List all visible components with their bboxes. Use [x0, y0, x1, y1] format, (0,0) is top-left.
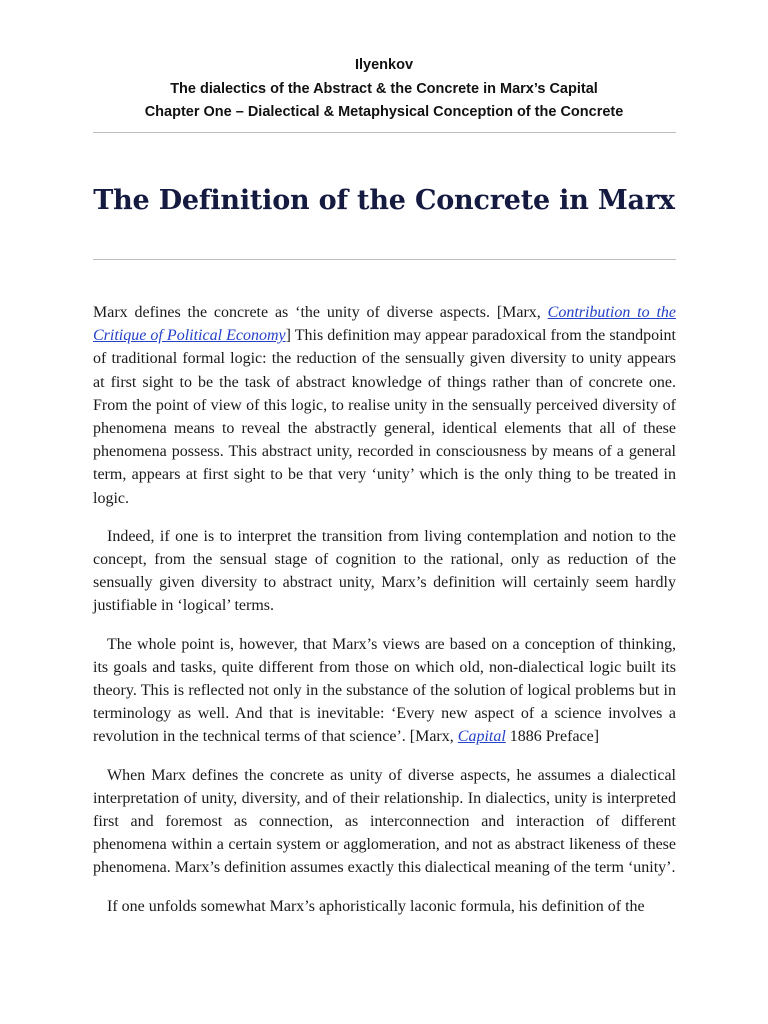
paragraph-5: If one unfolds somewhat Marx’s aphoristically laconic formula, his definition of the: [107, 897, 645, 915]
document-header: [0, 54, 768, 125]
paragraph-2: Indeed, if one is to interpret the transition from living contemplation and notion to the concept, from the sensual stage of cognition to the rational, only as reduction of the sensually given diversity to abstract unity, Marx’s definition will certainly seem hardly justifiable in ‘logical’ terms.: [93, 527, 676, 615]
header-divider: [93, 132, 676, 133]
article-body: [93, 301, 676, 933]
chapter-title: Chapter One – Dialectical & Metaphysical Conception of the Concrete: [144, 104, 624, 120]
paragraph-text: 1886 Preface]: [505, 728, 600, 746]
paragraph-1: [93, 301, 676, 510]
author-name: Ilyenkov: [354, 57, 414, 73]
page-title: The Definition of the Concrete in Marx: [93, 185, 675, 216]
paragraph-text: The whole point is, however, that Marx’s views are based on a conception of thinking, its goals and tasks, quite different from those on which old, non-dialectical logic built its theory. This is reflected not only in the substance of the solution of logical problems but in terminology as well. And that is inevitable: ‘Every new aspect of a science involves a revolution in the technical terms of that science’. [Marx,: [93, 635, 676, 746]
capital-link[interactable]: Capital: [457, 728, 506, 746]
paragraph-text: Marx defines the concrete as ‘the unity of diverse aspects. [Marx,: [93, 304, 548, 321]
book-title: The dialectics of the Abstract & the Concrete in Marx’s Capital: [170, 80, 598, 97]
title-divider: [93, 259, 676, 260]
paragraph-3: [93, 633, 676, 749]
paragraph-text: ] This definition may appear paradoxical from the standpoint of traditional formal logic: the reduction of the sensually given diversity to unity appears at first sight to be the task of abstract knowledge of things rather than of concrete one. From the point of view of this logic, to realise unity in the sensually perceived diversity of phenomena means to reveal the abstractly general, identical elements that all of these phenomena possess. This abstract unity, recorded in consciousness by means of a general term, appears at first sight to be that very ‘unity’ which is the only thing to be treated in logic.: [93, 327, 676, 507]
contribution-critique-link[interactable]: Contribution to the Critique of Political Economy: [93, 304, 676, 345]
paragraph-4: When Marx defines the concrete as unity of diverse aspects, he assumes a dialectical interpretation of unity, diversity, and of their relationship. In dialectics, unity is interpreted first and foremost as connection, as interconnection and interaction of different phenomena within a certain system or agglomeration, and not as abstract likeness of these phenomena. Marx’s definition assumes exactly this dialectical meaning of the term ‘unity’.: [93, 766, 676, 877]
